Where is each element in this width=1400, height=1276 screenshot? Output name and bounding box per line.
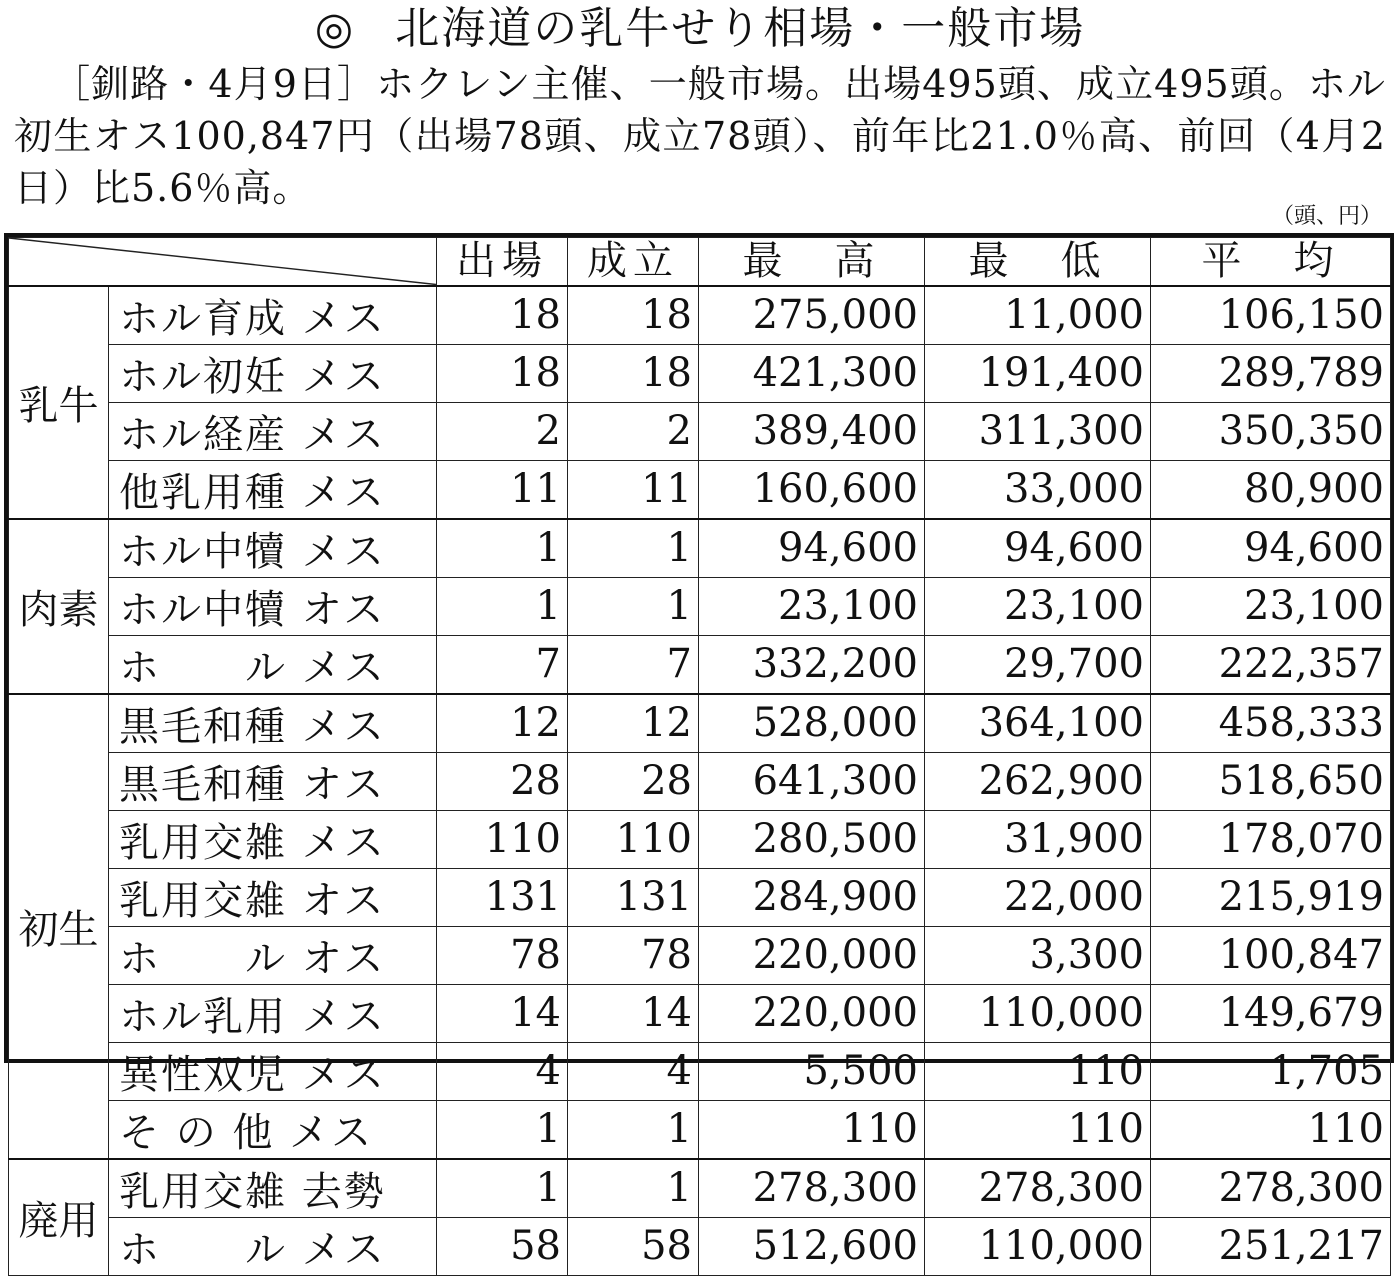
seiritsu-cell: 14: [568, 984, 699, 1042]
max-price-cell: 421,300: [699, 344, 925, 402]
avg-price-cell: 80,900: [1151, 460, 1391, 519]
shutsujo-cell: 1: [437, 1159, 568, 1218]
seiritsu-cell: 28: [568, 752, 699, 810]
min-price-cell: 94,600: [925, 519, 1151, 578]
group-label: 乳牛: [9, 286, 109, 519]
max-price-cell: 332,200: [699, 635, 925, 694]
min-price-cell: 110,000: [925, 1217, 1151, 1275]
item-name-cell: ホ ル メス: [109, 1217, 437, 1275]
seiritsu-cell: 78: [568, 926, 699, 984]
avg-price-cell: 278,300: [1151, 1159, 1391, 1218]
max-price-cell: 160,600: [699, 460, 925, 519]
min-price-cell: 311,300: [925, 402, 1151, 460]
diagonal-corner-cell: [9, 238, 437, 286]
avg-price-cell: 251,217: [1151, 1217, 1391, 1275]
shutsujo-cell: 12: [437, 694, 568, 753]
min-price-cell: 11,000: [925, 286, 1151, 345]
max-price-cell: 284,900: [699, 868, 925, 926]
group-label: 肉素: [9, 519, 109, 694]
shutsujo-cell: 7: [437, 635, 568, 694]
avg-price-cell: 149,679: [1151, 984, 1391, 1042]
table-row: [9, 519, 1391, 578]
max-price-cell: 278,300: [699, 1159, 925, 1218]
avg-price-cell: 94,600: [1151, 519, 1391, 578]
lead-text: ［釧路・4月9日］ホクレン主催、一般市場。出場495頭、成立495頭。ホル初生オス100,847円（出場78頭、成立78頭）、前年比21.0％高、前回（4月2日）比5.6％高。: [14, 62, 1386, 210]
min-price-cell: 110: [925, 1100, 1151, 1159]
seiritsu-cell: 1: [568, 1100, 699, 1159]
seiritsu-cell: 4: [568, 1042, 699, 1100]
table-row: [9, 694, 1391, 753]
avg-price-cell: 289,789: [1151, 344, 1391, 402]
table-row: [9, 810, 1391, 868]
item-name-cell: ホ ル メス: [109, 635, 437, 694]
item-name-cell: ホル育成 メス: [109, 286, 437, 345]
seiritsu-cell: 1: [568, 1159, 699, 1218]
min-price-cell: 110: [925, 1042, 1151, 1100]
article-title: [0, 2, 1400, 56]
group-label: 廃用: [9, 1159, 109, 1276]
table-row: [9, 635, 1391, 694]
avg-price-cell: 350,350: [1151, 402, 1391, 460]
table-row: [9, 402, 1391, 460]
min-price-cell: 31,900: [925, 810, 1151, 868]
max-price-cell: 528,000: [699, 694, 925, 753]
shutsujo-cell: 1: [437, 577, 568, 635]
shutsujo-cell: 1: [437, 519, 568, 578]
max-price-cell: 512,600: [699, 1217, 925, 1275]
seiritsu-cell: 110: [568, 810, 699, 868]
avg-price-cell: 100,847: [1151, 926, 1391, 984]
shutsujo-cell: 78: [437, 926, 568, 984]
item-name-cell: 乳用交雑 オス: [109, 868, 437, 926]
table-header-row: [9, 238, 1391, 286]
seiritsu-cell: 2: [568, 402, 699, 460]
table-row: [9, 286, 1391, 345]
item-name-cell: ホル中犢 メス: [109, 519, 437, 578]
avg-price-cell: 458,333: [1151, 694, 1391, 753]
max-price-cell: 94,600: [699, 519, 925, 578]
max-price-cell: 23,100: [699, 577, 925, 635]
shutsujo-cell: 58: [437, 1217, 568, 1275]
min-price-cell: 278,300: [925, 1159, 1151, 1218]
avg-price-cell: 518,650: [1151, 752, 1391, 810]
seiritsu-cell: 1: [568, 519, 699, 578]
min-price-cell: 29,700: [925, 635, 1151, 694]
shutsujo-cell: 110: [437, 810, 568, 868]
shutsujo-cell: 28: [437, 752, 568, 810]
min-price-cell: 3,300: [925, 926, 1151, 984]
header-max: 最 高: [699, 238, 925, 286]
min-price-cell: 33,000: [925, 460, 1151, 519]
item-name-cell: ホル経産 メス: [109, 402, 437, 460]
seiritsu-cell: 7: [568, 635, 699, 694]
avg-price-cell: 215,919: [1151, 868, 1391, 926]
item-name-cell: 黒毛和種 オス: [109, 752, 437, 810]
header-min: 最 低: [925, 238, 1151, 286]
min-price-cell: 23,100: [925, 577, 1151, 635]
avg-price-cell: 106,150: [1151, 286, 1391, 345]
avg-price-cell: 222,357: [1151, 635, 1391, 694]
shutsujo-cell: 18: [437, 344, 568, 402]
table-row: [9, 460, 1391, 519]
table-row: [9, 984, 1391, 1042]
table-row: [9, 1159, 1391, 1218]
max-price-cell: 275,000: [699, 286, 925, 345]
max-price-cell: 110: [699, 1100, 925, 1159]
max-price-cell: 220,000: [699, 984, 925, 1042]
shutsujo-cell: 14: [437, 984, 568, 1042]
item-name-cell: 黒毛和種 メス: [109, 694, 437, 753]
shutsujo-cell: 4: [437, 1042, 568, 1100]
shutsujo-cell: 131: [437, 868, 568, 926]
header-avg: 平 均: [1151, 238, 1391, 286]
title-text: 北海道の乳牛せり相場・一般市場: [395, 3, 1086, 54]
avg-price-cell: 23,100: [1151, 577, 1391, 635]
table-row: [9, 1042, 1391, 1100]
price-table-frame: [4, 233, 1394, 1273]
seiritsu-cell: 11: [568, 460, 699, 519]
avg-price-cell: 178,070: [1151, 810, 1391, 868]
avg-price-cell: 1,705: [1151, 1042, 1391, 1100]
min-price-cell: 364,100: [925, 694, 1151, 753]
table-row: [9, 1217, 1391, 1275]
max-price-cell: 220,000: [699, 926, 925, 984]
seiritsu-cell: 18: [568, 286, 699, 345]
max-price-cell: 641,300: [699, 752, 925, 810]
group-label: 初生: [9, 694, 109, 1159]
item-name-cell: ホル初妊 メス: [109, 344, 437, 402]
table-row: [9, 752, 1391, 810]
item-name-cell: 乳用交雑 メス: [109, 810, 437, 868]
item-name-cell: ホル中犢 オス: [109, 577, 437, 635]
item-name-cell: 乳用交雑 去勢: [109, 1159, 437, 1218]
price-table: [8, 237, 1391, 1276]
seiritsu-cell: 131: [568, 868, 699, 926]
table-body: [9, 286, 1391, 1276]
unit-note: （頭、円）: [1271, 204, 1382, 229]
item-name-cell: ホル乳用 メス: [109, 984, 437, 1042]
item-name-cell: ホ ル オス: [109, 926, 437, 984]
min-price-cell: 110,000: [925, 984, 1151, 1042]
shutsujo-cell: 2: [437, 402, 568, 460]
min-price-cell: 262,900: [925, 752, 1151, 810]
table-row: [9, 868, 1391, 926]
min-price-cell: 22,000: [925, 868, 1151, 926]
shutsujo-cell: 18: [437, 286, 568, 345]
table-row: [9, 926, 1391, 984]
max-price-cell: 389,400: [699, 402, 925, 460]
table-row: [9, 1100, 1391, 1159]
shutsujo-cell: 11: [437, 460, 568, 519]
item-name-cell: そ の 他 メス: [109, 1100, 437, 1159]
item-name-cell: 他乳用種 メス: [109, 460, 437, 519]
shutsujo-cell: 1: [437, 1100, 568, 1159]
avg-price-cell: 110: [1151, 1100, 1391, 1159]
table-row: [9, 344, 1391, 402]
seiritsu-cell: 18: [568, 344, 699, 402]
table-row: [9, 577, 1391, 635]
diagonal-line: [9, 238, 436, 285]
lead-paragraph: [14, 58, 1386, 214]
min-price-cell: 191,400: [925, 344, 1151, 402]
seiritsu-cell: 58: [568, 1217, 699, 1275]
seiritsu-cell: 1: [568, 577, 699, 635]
header-shutsujo: 出場: [437, 238, 568, 286]
double-circle-icon: ◎: [314, 3, 356, 54]
seiritsu-cell: 12: [568, 694, 699, 753]
item-name-cell: 異性双児 メス: [109, 1042, 437, 1100]
header-seiritsu: 成立: [568, 238, 699, 286]
max-price-cell: 280,500: [699, 810, 925, 868]
max-price-cell: 5,500: [699, 1042, 925, 1100]
